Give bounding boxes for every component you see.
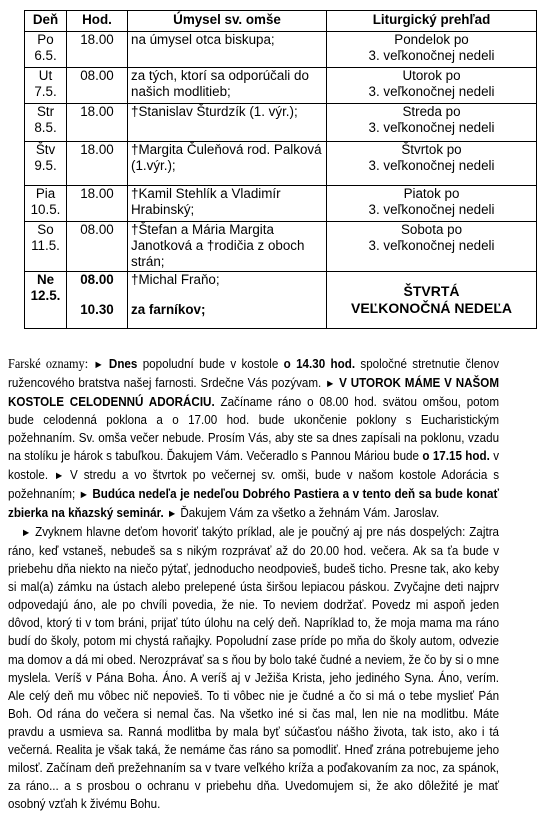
table-row <box>25 272 537 329</box>
intention-cell: za tých, ktorí sa odporúčali do našich modlitieb; <box>128 68 327 104</box>
table-row <box>25 68 537 104</box>
header-intention: Úmysel sv. omše <box>128 11 327 32</box>
liturgy-cell: Štvrtok po 3. veľkonočnej nedeli <box>327 142 537 186</box>
arrow-icon: ► <box>78 488 89 501</box>
intention-cell: †Kamil Stehlík a Vladimír Hrabinský; <box>128 186 327 222</box>
liturgy-cell: Streda po 3. veľkonočnej nedeli <box>327 104 537 142</box>
liturgy-cell: Sobota po 3. veľkonočnej nedeli <box>327 222 537 272</box>
hour-cell: 08.00 10.30 <box>67 272 128 329</box>
table-row <box>25 222 537 272</box>
day-cell: Ne 12.5. <box>25 272 67 329</box>
parish-notices <box>8 355 499 813</box>
hour-cell: 18.00 <box>67 186 128 222</box>
reflection-paragraph: ► Zvyknem hlavne deťom hovoriť takýto príklad, ale je poučný aj pre nás dospelých: Zajtra ráno, keď vstaneš, nebudeš sa s nikým rozprávať až do 20.00 hod. večera. Ak sa ťa bude v priebehu dňa niekto na niečo pýtať, jednoducho neodpovieš, budeš ticho. Presne tak, ako keby si mal(a) zámku na ústach alebo prelepené ústa širšou lepiacou páskou. Zvyčajne deti najprv odpovedajú áno, ale po chvíli povedia, že nie. To neviem dodržať. Povedz mi aspoň jeden dôvod, ktorý ti v tom bráni, prijať túto úlohu na celý deň. Napríklad to, že moja mama ma ráno budí do školy, potom mi chystá raňajky. Popoludní zase príde po mňa do školy autom, odvezie ma domov a dá mi obed. Nerozprávať sa s ňou by bolo také čudné a neviem, že čo by si o mne myslela. Veríš v Pána Boha. Áno. A veríš aj v Ježiša Krista, jeho jediného Syna. Áno, verím. Ale celý deň mu vôbec nič nepovieš. To ti vôbec nie je čudné a čo si má o tebe myslieť Pán Boh. Od rána do večera si nemal čas. Na všetko iné si čas mal, len nie na modlitbu. Máte pravdu a usmieva sa. Ranná modlitba by mala byť súčasťou nášho života, tak isto, ako i tá večerná. Realita je však taká, že nemáme čas ráno sa pomodliť. Hneď zrána potrebujeme jeho milosť. Začínam deň prežehnaním sa v tvare veľkého kríža a poďakovaním za noc, za spánok, za ráno... a s prosbou o ochranu v priebehu dňa. Uvedomujem si, že ako dôležité je mať osobný vzťah k živému Bohu. <box>8 524 500 812</box>
announcements-paragraph: Farské oznamy: ► Dnes popoludní bude v kostole o 14.30 hod. spoločné stretnutie členov ružencového bratstva našej farnosti. Srdečne Vás pozývam. ► V UTOROK MÁME V NAŠOM KOSTOLE CELODENNÚ ADORÁCIU. Začíname ráno o 08.00 hod. svätou omšou, potom bude celodenná poklona a o 17.00 hod. bude ukončenie poklony s Eucharistickým požehnaním. Sv. omša večer nebude. Prosím Vás, aby ste sa dnes zapísali na poklonu, vzadu na stolíku je hárok s tabuľkou. Ďakujem Vám. Večeradlo s Pannou Máriou bude o 17.15 hod. v kostole. ► V stredu a vo štvrtok po večernej sv. omši, bude v našom kostole Adorácia s požehnaním; ► Budúca nedeľa je nedeľou Dobrého Pastiera a v tento deň sa bude konať zbierka na kňazský seminár. ► Ďakujem Vám za všetko a žehnám Vám. Jaroslav. <box>8 356 500 520</box>
arrow-icon: ► <box>325 378 336 391</box>
adoration-notice: V UTOROK MÁME V NAŠOM KOSTOLE CELODENNÚ ADORÁCIU. <box>8 376 500 410</box>
header-liturgy: Liturgický prehľad <box>327 11 537 32</box>
day-cell: Pia 10.5. <box>25 186 67 222</box>
day-cell: So 11.5. <box>25 222 67 272</box>
liturgy-cell: ŠTVRTÁ VEĽKONOČNÁ NEDEĽA <box>327 272 537 329</box>
table-row <box>25 104 537 142</box>
intention-cell: †Štefan a Mária Margita Janotková a †rodičia z oboch strán; <box>128 222 327 272</box>
day-cell: Ut 7.5. <box>25 68 67 104</box>
arrow-icon: ► <box>53 469 65 482</box>
table-row <box>25 186 537 222</box>
notices-heading: Farské oznamy: <box>8 356 89 371</box>
table-header-row <box>25 11 537 32</box>
collection-notice: Budúca nedeľa je nedeľou Dobrého Pastiera a v tento deň sa bude konať zbierka na kňazský seminár. <box>8 486 500 520</box>
intention-cell: †Stanislav Šturdzík (1. výr.); <box>128 104 327 142</box>
day-cell: Po 6.5. <box>25 32 67 68</box>
arrow-icon: ► <box>93 359 104 371</box>
intention-cell: na úmysel otca biskupa; <box>128 32 327 68</box>
intention-cell: †Margita Čuleňová rod. Palková (1.výr.); <box>128 142 327 186</box>
liturgy-cell: Piatok po 3. veľkonočnej nedeli <box>327 186 537 222</box>
hour-cell: 18.00 <box>67 32 128 68</box>
intention-cell: †Michal Fraňo; za farníkov; <box>128 272 327 329</box>
hour-cell: 08.00 <box>67 68 128 104</box>
liturgy-cell: Pondelok po 3. veľkonočnej nedeli <box>327 32 537 68</box>
table-row <box>25 32 537 68</box>
day-cell: Štv 9.5. <box>25 142 67 186</box>
hour-cell: 08.00 <box>67 222 128 272</box>
arrow-icon: ► <box>166 507 178 520</box>
liturgy-cell: Utorok po 3. veľkonočnej nedeli <box>327 68 537 104</box>
hour-cell: 18.00 <box>67 142 128 186</box>
header-hour: Hod. <box>67 11 128 32</box>
header-day: Deň <box>25 11 67 32</box>
day-cell: Str 8.5. <box>25 104 67 142</box>
table-row <box>25 142 537 186</box>
hour-cell: 18.00 <box>67 104 128 142</box>
mass-schedule-table <box>24 10 537 329</box>
arrow-icon: ► <box>21 526 32 539</box>
